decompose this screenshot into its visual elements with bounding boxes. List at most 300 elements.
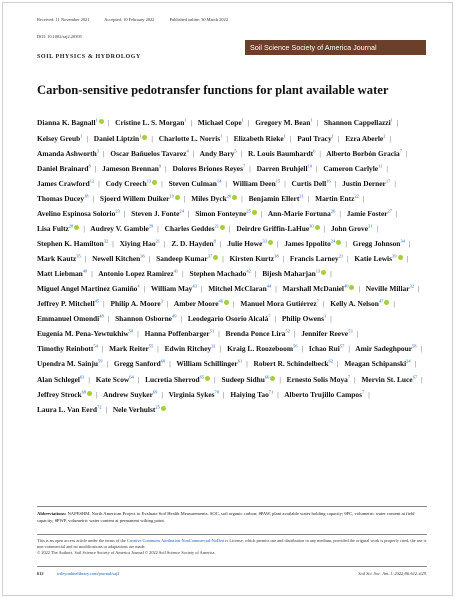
author-separator: | (406, 148, 408, 158)
affiliation-number[interactable]: 40 (82, 268, 88, 274)
affiliation-number[interactable]: 34 (400, 238, 405, 244)
author-name[interactable] (189, 269, 250, 278)
author-name[interactable] (37, 209, 120, 218)
affiliation-number[interactable]: 3 (96, 148, 100, 154)
affiliation-number[interactable]: 47 (378, 298, 384, 304)
author-name[interactable] (248, 149, 315, 158)
author-name[interactable] (292, 179, 331, 188)
author-name[interactable] (236, 224, 319, 233)
orcid-icon[interactable] (398, 255, 403, 260)
author-separator: | (316, 163, 318, 173)
affiliation-number[interactable]: 1 (331, 133, 334, 139)
author-name[interactable] (37, 344, 98, 353)
affiliation-number[interactable]: 30 (309, 223, 314, 229)
author-name[interactable] (198, 118, 244, 127)
author-name-text: Jameson Brennan (102, 163, 159, 173)
affiliation-number[interactable]: 45 (94, 298, 100, 304)
author-name[interactable] (131, 209, 184, 218)
orcid-icon[interactable] (152, 180, 157, 185)
orcid-icon[interactable] (268, 240, 273, 245)
affiliation-number[interactable]: 19 (169, 193, 174, 199)
author-name-text: Brenda Ponce Lira (225, 329, 286, 339)
author-name[interactable] (234, 134, 286, 143)
author-name[interactable] (165, 344, 216, 353)
affiliation-number[interactable]: 53 (348, 328, 353, 334)
orcid-icon[interactable] (87, 391, 92, 396)
author-name[interactable] (191, 194, 237, 203)
author-name[interactable] (109, 344, 153, 353)
affiliation-number[interactable]: 28 (68, 223, 74, 229)
article-title: Carbon-sensitive pedotransfer functions for plant available water (37, 83, 389, 97)
affiliation-number[interactable]: 1 (283, 133, 286, 139)
affiliation-number[interactable]: 49 (171, 313, 177, 319)
author-name[interactable] (176, 359, 242, 368)
affiliation-number[interactable]: 41 (173, 268, 179, 274)
author-name[interactable] (37, 224, 79, 233)
author-name[interactable] (100, 194, 180, 203)
author-separator: | (148, 254, 151, 264)
author-name[interactable] (255, 118, 312, 127)
author-name[interactable] (226, 329, 290, 338)
affiliation-number[interactable]: 70 (214, 389, 220, 395)
author-name[interactable] (297, 134, 334, 143)
affiliation-number[interactable]: 15 (275, 178, 281, 184)
affiliation-number[interactable]: 21 (214, 223, 220, 229)
affiliation-number[interactable]: 7 (242, 163, 246, 169)
author-name-text: Ann-Marie Fortuna (267, 208, 331, 218)
affiliation-number[interactable]: 40 (343, 283, 349, 289)
orcid-icon[interactable] (321, 270, 326, 275)
author-name[interactable] (315, 194, 359, 203)
citation: Soil Sci. Soc. Am. J. 2022;86:612–629. (358, 571, 427, 576)
author-name[interactable] (290, 254, 343, 263)
affiliation-number[interactable]: 46 (218, 298, 224, 304)
author-separator: | (406, 254, 408, 264)
affiliation-number[interactable]: 22 (354, 193, 359, 199)
author-name[interactable] (115, 314, 176, 323)
author-name[interactable] (120, 239, 160, 248)
author-name[interactable] (37, 299, 99, 308)
author-name-text: Dolores Briones Reyes (172, 163, 243, 173)
affiliation-number[interactable]: 21 (338, 253, 344, 259)
author-name-text: Amber Moore (173, 299, 219, 309)
author-name[interactable] (37, 134, 82, 143)
author-name[interactable] (326, 149, 402, 158)
published-date: Published online: 30 March 2022 (169, 17, 229, 22)
affiliation-number[interactable]: 4 (186, 148, 189, 154)
affiliation-number[interactable]: 48 (99, 313, 104, 319)
affiliation-number[interactable]: 37 (207, 253, 213, 259)
author-name[interactable] (342, 179, 390, 188)
author-name[interactable] (366, 284, 414, 293)
author-name[interactable] (37, 194, 89, 203)
affiliation-number[interactable]: 8 (88, 163, 91, 169)
author-separator: | (214, 374, 216, 384)
author-name[interactable] (195, 209, 257, 218)
author-name-text: R. Louis Baumhardt (247, 148, 314, 158)
author-name[interactable] (106, 179, 158, 188)
orcid-icon[interactable] (220, 225, 225, 230)
affiliation-number[interactable]: 39 (392, 253, 397, 259)
author-name[interactable] (262, 269, 326, 278)
author-name[interactable] (103, 390, 157, 399)
author-name[interactable] (98, 269, 178, 278)
author-name[interactable] (37, 284, 140, 293)
author-name[interactable] (37, 314, 104, 323)
author-name[interactable] (169, 390, 219, 399)
affiliation-number[interactable]: 25 (246, 208, 251, 214)
author-separator: | (354, 374, 356, 384)
affiliation-number[interactable]: 6 (313, 148, 316, 154)
author-name[interactable] (361, 375, 417, 384)
author-separator: | (161, 389, 163, 399)
license-link[interactable]: Creative Commons Attribution-NonCommercial-NoDerivs (126, 538, 229, 543)
author-name[interactable] (94, 134, 148, 143)
affiliation-number[interactable]: 29 (148, 223, 154, 229)
affiliation-number[interactable]: 55 (148, 343, 154, 349)
affiliation-number[interactable]: 2 (383, 133, 386, 139)
author-separator: | (394, 178, 396, 188)
affiliation-number[interactable]: 1 (310, 118, 313, 123)
author-name[interactable] (114, 359, 165, 368)
doi-link[interactable]: DOI: 10.1002/saj2.20395 (37, 34, 82, 39)
affiliation-number[interactable]: 7 (268, 313, 271, 319)
author-name-text: Gregg Johnson (352, 238, 401, 248)
author-name-text: Virginia Sykes (168, 389, 215, 399)
orcid-icon[interactable] (74, 225, 79, 230)
orcid-icon[interactable] (213, 255, 218, 260)
author-name-text: Amanda Ashworth (37, 148, 97, 158)
author-name[interactable] (96, 375, 134, 384)
author-separator: | (187, 208, 190, 218)
affiliation-number[interactable]: 27 (387, 208, 393, 214)
affiliation-number[interactable]: 63 (79, 374, 85, 380)
affiliation-number[interactable]: 66 (264, 374, 270, 380)
author-name[interactable] (301, 329, 352, 338)
affiliation-number[interactable]: 50 (128, 328, 134, 334)
author-name[interactable] (221, 375, 275, 384)
affiliation-number[interactable]: 7 (399, 148, 402, 154)
author-separator: | (101, 344, 104, 354)
author-name[interactable] (37, 254, 81, 263)
affiliation-number[interactable]: 69 (152, 389, 158, 395)
affiliation-number[interactable]: 1 (95, 118, 98, 123)
affiliation-number[interactable]: 13 (315, 268, 321, 274)
author-name-text: Andy Bary (199, 148, 235, 158)
author-name-text: Francis Larney (289, 254, 339, 264)
affiliation-number[interactable]: 3 (160, 298, 163, 304)
author-name[interactable] (37, 239, 108, 248)
author-name[interactable] (254, 359, 333, 368)
affiliation-number[interactable]: 61 (237, 359, 243, 364)
author-name-text: William Deen (232, 178, 276, 188)
affiliation-number[interactable]: 12 (89, 178, 95, 184)
author-name[interactable] (37, 375, 84, 384)
affiliation-number[interactable]: 1 (241, 118, 244, 123)
affiliation-number[interactable]: 62 (328, 359, 333, 364)
orcid-icon[interactable] (142, 135, 147, 140)
author-separator: | (386, 163, 388, 173)
affiliation-number[interactable]: 1 (139, 133, 142, 139)
orcid-icon[interactable] (224, 300, 229, 305)
author-name-text: Meagan Schipanski (344, 359, 407, 369)
affiliation-number[interactable]: 21 (155, 238, 161, 244)
section-label: SOIL PHYSICS & HYDROLOGY (37, 54, 141, 60)
affiliation-number[interactable]: 24 (179, 208, 184, 214)
author-name[interactable] (240, 299, 318, 308)
affiliation-number[interactable]: 24 (330, 238, 336, 244)
author-name[interactable] (102, 164, 161, 173)
author-name[interactable] (159, 134, 223, 143)
author-name-text: Mervin St. Luce (361, 374, 413, 384)
author-name-text: Katie Lewis (354, 254, 392, 264)
orcid-icon[interactable] (99, 119, 104, 124)
author-name[interactable] (227, 239, 273, 248)
author-name[interactable] (169, 179, 222, 188)
author-name[interactable] (283, 284, 355, 293)
author-separator: | (225, 178, 227, 188)
author-name-text: Steven Culman (168, 178, 217, 188)
affiliation-number[interactable]: 16 (326, 178, 331, 184)
affiliation-number[interactable]: 10 (307, 163, 313, 169)
author-name-text: Amir Sadeghpour (355, 344, 413, 354)
author-name[interactable] (230, 254, 279, 263)
author-name-text: Philip A. Moore (110, 299, 161, 309)
author-separator: | (123, 208, 126, 218)
author-name[interactable] (37, 179, 94, 188)
author-name[interactable] (156, 254, 218, 263)
author-name[interactable] (324, 118, 393, 127)
orcid-icon[interactable] (270, 376, 275, 381)
author-name[interactable] (37, 118, 104, 127)
author-separator: | (334, 178, 337, 188)
affiliation-number[interactable]: 31 (211, 343, 216, 349)
author-name-text: Ezra Aberle (345, 133, 384, 143)
affiliation-number[interactable]: 57 (339, 343, 345, 349)
author-separator: | (107, 118, 110, 128)
affiliation-number[interactable]: 1 (80, 133, 83, 139)
author-name-text: Laura L. Van Eerd (37, 404, 97, 414)
author-name[interactable] (92, 254, 145, 263)
author-separator: | (183, 193, 186, 203)
affiliation-number[interactable]: 52 (285, 328, 290, 334)
author-name-text: Darren Bruhjell (256, 163, 308, 173)
author-name[interactable] (188, 314, 271, 323)
affiliation-number[interactable]: 26 (330, 208, 336, 214)
affiliation-number[interactable]: 24 (406, 359, 411, 364)
author-name[interactable] (249, 194, 304, 203)
orcid-icon[interactable] (349, 285, 354, 290)
orcid-icon[interactable] (175, 195, 180, 200)
affiliation-number[interactable]: 36 (140, 253, 145, 259)
author-separator: | (336, 359, 339, 369)
affiliation-number[interactable]: 32 (409, 283, 415, 289)
author-separator: | (330, 269, 332, 279)
affiliation-number[interactable]: 18 (84, 193, 89, 199)
author-name-text: Andrew Suyker (103, 389, 153, 399)
affiliation-number[interactable]: 20 (226, 193, 232, 199)
author-name[interactable] (233, 179, 281, 188)
author-name[interactable] (111, 299, 163, 308)
affiliation-number[interactable]: 64 (129, 374, 134, 380)
author-name[interactable] (345, 134, 385, 143)
author-name[interactable] (37, 329, 133, 338)
author-name[interactable] (331, 224, 373, 233)
affiliation-number[interactable]: 8 (213, 238, 216, 244)
orcid-icon[interactable] (205, 376, 210, 381)
orcid-icon[interactable] (384, 300, 389, 305)
affiliation-number[interactable]: 17 (385, 178, 391, 184)
author-name-text: Haiying Tao (230, 389, 269, 399)
affiliation-number[interactable]: 44 (266, 283, 272, 289)
author-name-text: Miles Dyck (191, 193, 227, 203)
author-name[interactable] (344, 359, 410, 368)
affiliation-number[interactable]: 65 (199, 374, 205, 380)
author-name-text: Audrey V. Gamble (90, 223, 149, 233)
affiliation-number[interactable]: 35 (76, 253, 81, 259)
affiliation-number[interactable]: 71 (268, 389, 274, 395)
author-name[interactable] (355, 344, 416, 353)
author-separator: | (241, 193, 243, 203)
author-name[interactable] (37, 164, 91, 173)
affiliation-number[interactable]: 25 (155, 404, 160, 410)
author-name[interactable] (330, 299, 389, 308)
affiliation-number[interactable]: 68 (81, 389, 87, 395)
author-name[interactable] (145, 329, 215, 338)
author-separator: | (322, 299, 325, 309)
author-name[interactable] (353, 239, 405, 248)
author-separator: | (143, 284, 146, 294)
orcid-icon[interactable] (161, 406, 166, 411)
author-separator: | (103, 148, 105, 158)
affiliation-number[interactable]: 4 (137, 283, 140, 289)
affiliation-number[interactable]: 60 (160, 359, 166, 364)
author-name[interactable] (309, 344, 345, 353)
affiliation-number[interactable]: 38 (274, 253, 279, 259)
affiliation-number[interactable]: 59 (97, 359, 103, 364)
author-name-text: John Grove (330, 223, 368, 233)
affiliation-number[interactable]: 14 (216, 178, 222, 184)
author-name-text: Robert R. Schindelbeck (253, 359, 329, 369)
journal-site-link[interactable]: wileyonlinelibrary.com/journal/saj2 (56, 571, 120, 576)
affiliation-number[interactable]: 13 (146, 178, 152, 184)
author-name[interactable] (113, 405, 166, 414)
author-name[interactable] (165, 224, 225, 233)
affiliation-number[interactable]: 11 (378, 163, 383, 169)
affiliation-number[interactable]: 31 (367, 223, 373, 229)
affiliation-number[interactable]: 23 (115, 208, 120, 214)
author-name[interactable] (354, 254, 402, 263)
author-name[interactable] (145, 375, 210, 384)
author-name[interactable] (37, 149, 99, 158)
affiliation-number[interactable]: 7 (361, 389, 365, 395)
author-name[interactable] (208, 284, 271, 293)
author-name[interactable] (282, 314, 326, 323)
orcid-icon[interactable] (252, 210, 257, 215)
author-name-text: Kelly A. Nelson (330, 299, 379, 309)
affiliation-number[interactable]: 54 (93, 343, 98, 349)
affiliation-number[interactable]: 32 (103, 238, 109, 244)
author-separator: | (112, 238, 114, 248)
author-name[interactable] (37, 405, 101, 414)
author-name-text: William Schillinger (176, 359, 238, 369)
author-name[interactable] (37, 390, 92, 399)
author-name[interactable] (347, 209, 392, 218)
author-separator: | (166, 299, 169, 309)
author-name-text: William May (150, 284, 193, 294)
author-name[interactable] (323, 164, 382, 173)
author-name-text: Daniel Liptzin (93, 133, 140, 143)
author-name-text: Shannon Osborne (115, 314, 172, 324)
affiliation-number[interactable]: 1 (184, 118, 187, 123)
license-notice (37, 538, 427, 557)
author-name[interactable] (268, 209, 336, 218)
affiliation-number[interactable]: 33 (262, 238, 267, 244)
affiliation-number[interactable]: 21 (299, 193, 304, 199)
author-name[interactable] (37, 269, 87, 278)
affiliation-number[interactable]: 56 (292, 343, 298, 349)
author-name[interactable] (171, 239, 216, 248)
author-separator: | (389, 133, 391, 143)
affiliation-number[interactable]: 3 (323, 313, 327, 319)
author-name[interactable] (172, 164, 245, 173)
affiliation-number[interactable]: 1 (220, 133, 223, 139)
accepted-date: Accepted: 10 February 2022 (104, 17, 155, 22)
author-name[interactable] (230, 390, 273, 399)
author-separator: | (393, 299, 395, 309)
affiliation-number[interactable]: 67 (412, 374, 418, 380)
orcid-icon[interactable] (232, 195, 237, 200)
author-name[interactable] (284, 239, 341, 248)
author-name-text: Emmanuel Omondi (37, 314, 100, 324)
received-date: Received: 11 November 2021 (37, 17, 90, 22)
author-name[interactable] (287, 375, 350, 384)
author-name-text: Antonio Lopez Ramirez (98, 269, 174, 279)
author-name[interactable] (37, 359, 102, 368)
orcid-icon[interactable] (315, 225, 320, 230)
divider (37, 534, 427, 535)
author-separator: | (240, 148, 243, 158)
author-name[interactable] (200, 149, 237, 158)
affiliation-number[interactable]: 7 (347, 374, 351, 380)
author-name[interactable] (110, 149, 188, 158)
affiliation-number[interactable]: 1 (390, 118, 393, 123)
author-name[interactable] (115, 118, 186, 127)
affiliation-number[interactable]: 51 (209, 328, 215, 334)
author-name[interactable] (151, 284, 197, 293)
author-name-text: Kraig L. Roozeboom (227, 344, 293, 354)
author-name[interactable] (284, 390, 364, 399)
author-name-text: Ichao Rui (308, 344, 340, 354)
affiliation-number[interactable]: 9 (158, 163, 162, 169)
author-separator: | (358, 284, 360, 294)
author-separator: | (151, 133, 153, 143)
affiliation-number[interactable]: 43 (192, 283, 197, 289)
author-separator: | (249, 163, 251, 173)
author-separator: | (106, 359, 108, 369)
author-name-text: Lucretia Sherrod (145, 374, 200, 384)
affiliation-number[interactable]: 42 (246, 268, 251, 274)
author-name[interactable] (90, 224, 153, 233)
author-name[interactable] (174, 299, 229, 308)
affiliation-number[interactable]: 72 (96, 404, 102, 410)
author-name[interactable] (257, 164, 312, 173)
author-name[interactable] (227, 344, 297, 353)
affiliation-number[interactable]: 5 (234, 148, 237, 154)
orcid-icon[interactable] (336, 240, 341, 245)
affiliation-number[interactable]: 7 (316, 298, 319, 304)
affiliation-number[interactable]: 58 (412, 343, 417, 349)
